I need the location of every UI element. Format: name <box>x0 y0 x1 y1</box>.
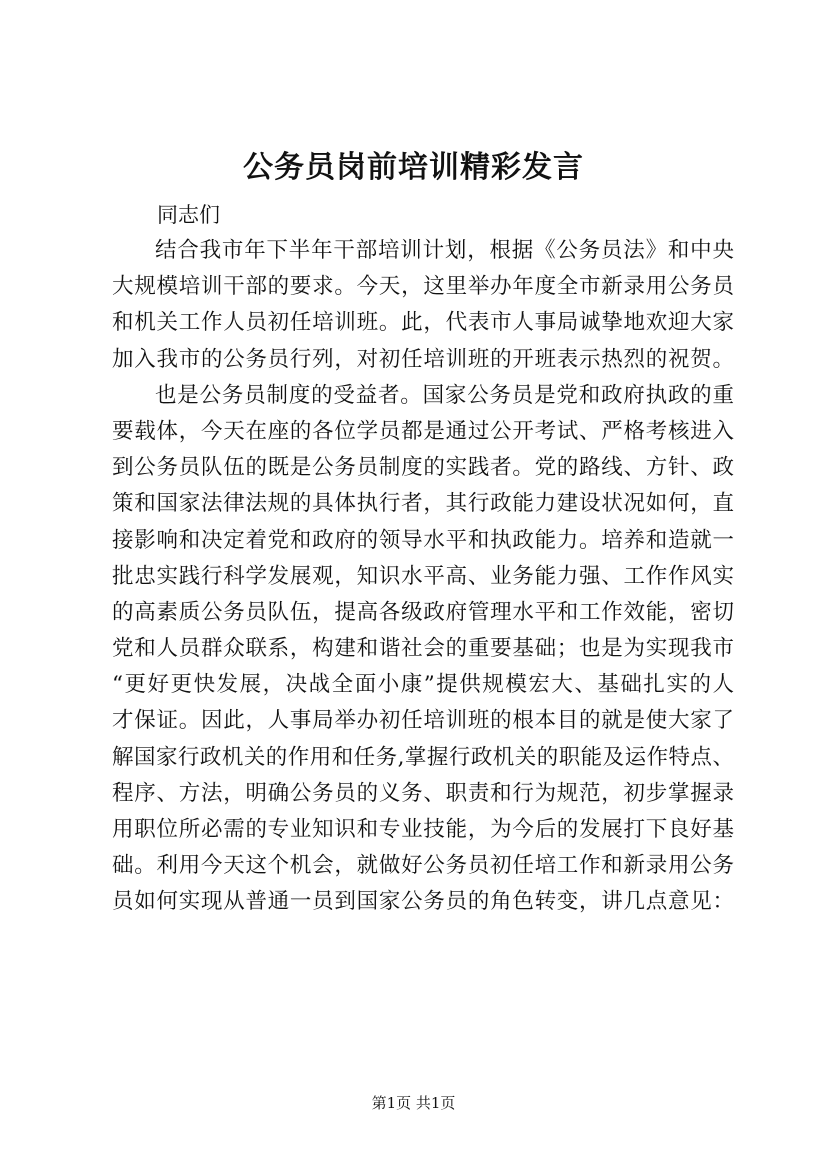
body-line: 员如何实现从普通一员到国家公务员的角色转变，讲几点意见： <box>112 889 734 915</box>
body-line: 础。利用今天这个机会，就做好公务员初任培工作和新录用公务 <box>112 853 734 879</box>
body-line: 用职位所必需的专业知识和专业技能，为今后的发展打下良好基 <box>112 817 734 842</box>
body-line: 和机关工作人员初任培训班。此，代表市人事局诚挚地欢迎大家 <box>112 310 734 336</box>
body-line: 批忠实践行科学发展观，知识水平高、业务能力强、工作作风实 <box>112 563 734 589</box>
salutation: 同志们 <box>157 203 220 227</box>
body-line: 程序、方法，明确公务员的义务、职责和行为规范，初步掌握录 <box>112 780 734 806</box>
body-line: 大规模培训干部的要求。今天，这里举办年度全市新录用公务员 <box>112 274 734 300</box>
document-body <box>112 233 734 921</box>
body-line: 加入我市的公务员行列，对初任培训班的开班表示热烈的祝贺。 <box>112 346 734 372</box>
page-number: 第1页 共1页 <box>371 1094 456 1112</box>
body-line: 也是公务员制度的受益者。国家公务员是党和政府执政的重 <box>155 382 734 408</box>
body-line: “更好更快发展，决战全面小康”提供规模宏大、基础扎实的人 <box>112 672 734 698</box>
body-line: 结合我市年下半年干部培训计划，根据《公务员法》和中央 <box>155 238 734 263</box>
body-line: 要载体，今天在座的各位学员都是通过公开考试、严格考核进入 <box>112 418 734 444</box>
document-title: 公务员岗前培训精彩发言 <box>243 150 584 185</box>
body-line: 解国家行政机关的作用和任务,掌握行政机关的职能及运作特点、 <box>112 744 734 770</box>
body-line: 策和国家法律法规的具体执行者，其行政能力建设状况如何，直 <box>112 491 734 517</box>
body-line: 接影响和决定着党和政府的领导水平和执政能力。培养和造就一 <box>112 527 734 553</box>
body-line: 的高素质公务员队伍，提高各级政府管理水平和工作效能，密切 <box>112 599 734 625</box>
body-line: 到公务员队伍的既是公务员制度的实践者。党的路线、方针、政 <box>112 455 734 481</box>
body-line: 才保证。因此，人事局举办初任培训班的根本目的就是使大家了 <box>112 708 734 734</box>
body-line: 党和人员群众联系，构建和谐社会的重要基础；也是为实现我市 <box>112 636 734 662</box>
